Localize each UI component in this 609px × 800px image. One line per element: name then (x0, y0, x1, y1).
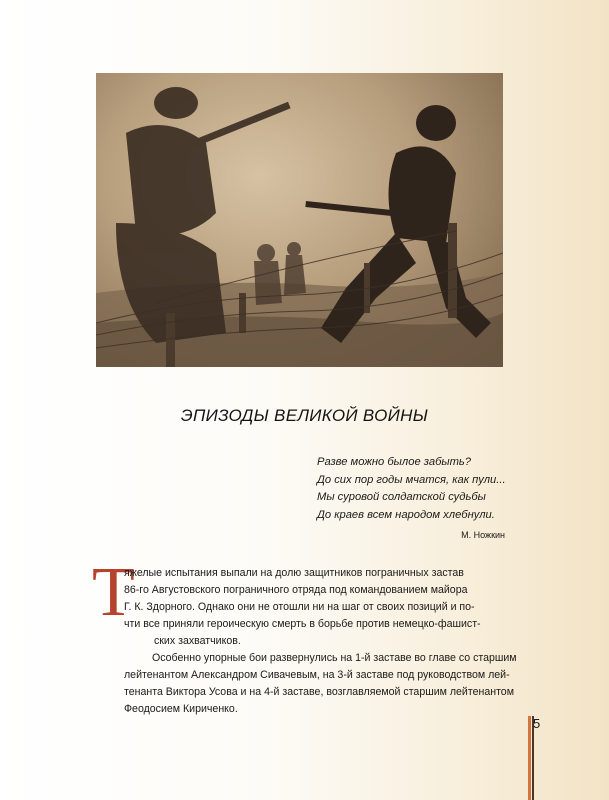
page-edge-bar-orange (528, 716, 531, 800)
poem-author: М. Ножкин (461, 530, 505, 540)
text-line: Г. К. Здорного. Однако они не отошли ни на шаг от своих позиций и по- (124, 601, 475, 613)
text-line: Феодосием Кириченко. (124, 703, 238, 715)
text-line: тенанта Виктора Усова и на 4-й заставе, возглавляемой старшим лейтенантом (124, 686, 514, 698)
war-photo (96, 73, 503, 367)
soldiers-charging-image (96, 73, 503, 367)
poem-line: Мы суровой солдатской судьбы (317, 491, 486, 503)
poem-line: Разве можно былое забыть? (317, 456, 472, 468)
page-number: 5 (533, 716, 541, 731)
epigraph-poem (317, 454, 517, 540)
text-line: чти все приняли героическую смерть в борьбе против немецко-фашист- (124, 618, 481, 630)
paragraph-2 (124, 650, 517, 718)
poem-line: До краев всем народом хлебнули. (317, 508, 495, 521)
paragraph-1 (124, 565, 504, 650)
text-line: 86-го Августовского пограничного отряда под командованием майора (124, 584, 468, 596)
text-line: яжелые испытания выпали на долю защитников пограничных застав (124, 567, 464, 579)
poem-line: До сих пор годы мчатся, как пули... (317, 473, 506, 486)
text-line: лейтенантом Александром Сивачевым, на 3-й заставе под руководством лей- (124, 669, 510, 681)
text-line: Особенно упорные бои развернулись на 1-й заставе во главе со старшим (152, 652, 517, 664)
page-title: ЭПИЗОДЫ ВЕЛИКОЙ ВОЙНЫ (180, 406, 429, 425)
drop-cap-letter: Т (92, 554, 135, 631)
text-line: ских захватчиков. (154, 635, 241, 647)
